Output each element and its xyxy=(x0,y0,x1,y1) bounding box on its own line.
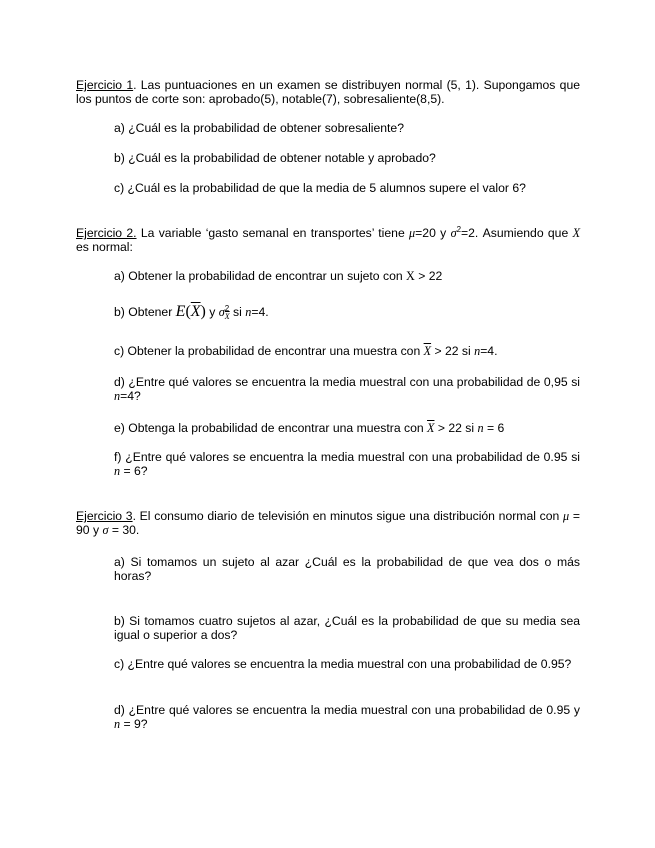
exercise-2-item-e xyxy=(114,421,580,435)
exercise-2-text-4: es normal: xyxy=(76,240,133,254)
exercise-2-item-b xyxy=(114,305,580,321)
item-e-text-2: > 22 si xyxy=(434,421,478,435)
exercise-1-statement xyxy=(76,78,580,106)
exercise-2-text-1: La variable ‘gasto semanal en transportes’ tiene xyxy=(136,226,410,240)
exercise-2-item-f xyxy=(114,450,580,478)
exercise-2-item-c xyxy=(114,344,580,358)
item-c-text-2: > 22 si xyxy=(431,344,475,358)
exercise-2-text-2: =20 y xyxy=(415,226,451,240)
x-bar-symbol: $\overline{X}$ xyxy=(427,421,435,435)
sigma-symbol: σ xyxy=(218,305,225,320)
item-d-text: d) ¿Entre qué valores se encuentra la media muestral con una probabilidad de 0.95 y xyxy=(114,703,580,717)
exercise-2-statement xyxy=(76,226,580,254)
x-variable: X xyxy=(406,269,415,283)
item-d-text-2: = 9? xyxy=(120,717,148,731)
exponent: 2 xyxy=(456,224,462,234)
sigma-subscript: X xyxy=(224,312,230,321)
exercise-3-text-1: . El consumo diario de televisión en minutos sigue una distribución normal con xyxy=(132,509,564,523)
sigma-symbol: σ xyxy=(450,226,457,240)
exercise-1-title: Ejercicio 1 xyxy=(76,78,134,92)
item-d-text: d) ¿Entre qué valores se encuentra la media muestral con una probabilidad de 0,95 si xyxy=(114,375,580,389)
sigma-exponent: 2 xyxy=(224,304,230,313)
exercise-3-title: Ejercicio 3 xyxy=(76,509,133,523)
exercise-3-statement xyxy=(76,509,580,537)
n-variable: n xyxy=(477,421,484,435)
exercise-1-text: . Las puntuaciones en un examen se distribuyen normal (5, 1). Supongamos que los puntos de corte son: aprobado(5), notable(7), sobresaliente(8,5). xyxy=(76,78,581,106)
conjunction: y xyxy=(205,305,219,320)
exercise-3-text-3: = 30. xyxy=(108,523,140,537)
exercise-2-title: Ejercicio 2. xyxy=(76,226,137,240)
exercise-2-item-a xyxy=(114,269,580,283)
mu-symbol: μ xyxy=(409,226,416,240)
exercise-3-item-a: a) Si tomamos un sujeto al azar ¿Cuál es la probabilidad de que vea dos o más horas? xyxy=(114,555,580,583)
expectation-symbol: E xyxy=(175,303,186,321)
sigma-symbol: σ xyxy=(102,523,109,537)
n-variable: n xyxy=(114,389,121,403)
item-b-text-2: si xyxy=(229,305,246,320)
exercise-3-item-b: b) Si tomamos cuatro sujetos al azar, ¿Cuál es la probabilidad de que su media sea igual o superior a dos? xyxy=(114,614,580,642)
item-a-condition: > 22 xyxy=(414,269,443,283)
exercise-3-item-c: c) ¿Entre qué valores se encuentra la media muestral con una probabilidad de 0.95? xyxy=(114,657,572,671)
exercise-1-item-c: c) ¿Cuál es la probabilidad de que la media de 5 alumnos supere el valor 6? xyxy=(114,181,526,195)
x-bar-symbol: $\overline{X}$ xyxy=(423,344,432,358)
exercise-1-item-b: b) ¿Cuál es la probabilidad de obtener notable y aprobado? xyxy=(114,151,436,165)
exercise-3-item-d xyxy=(114,703,580,731)
item-d-text-2: =4? xyxy=(120,389,141,403)
item-e-text-3: = 6 xyxy=(483,421,505,435)
mu-symbol: μ xyxy=(563,509,570,523)
item-c-text: c) Obtener la probabilidad de encontrar una muestra con xyxy=(114,344,424,358)
item-b-text-3: =4. xyxy=(251,305,269,320)
n-variable: n xyxy=(114,464,121,478)
item-b-text: b) Obtener xyxy=(114,305,176,320)
paren-close: ) xyxy=(200,303,206,321)
exercise-3-text-2: = 90 y xyxy=(76,509,580,537)
n-variable: n xyxy=(114,717,121,731)
paren-open: ( xyxy=(185,303,191,321)
x-bar-symbol: $\overline{X}$ xyxy=(190,303,201,321)
n-variable: n xyxy=(245,305,252,320)
exercise-1-item-a: a) ¿Cuál es la probabilidad de obtener sobresaliente? xyxy=(114,121,404,135)
item-c-text-3: =4. xyxy=(480,344,498,358)
n-variable: n xyxy=(474,344,481,358)
item-f-text: f) ¿Entre qué valores se encuentra la media muestral con una probabilidad de 0.95 si xyxy=(114,450,580,464)
item-a-text: a) Obtener la probabilidad de encontrar un sujeto con xyxy=(114,269,407,283)
item-e-text: e) Obtenga la probabilidad de encontrar una muestra con xyxy=(114,421,428,435)
x-variable: X xyxy=(572,226,581,240)
exercise-2-item-d xyxy=(114,375,580,403)
exercise-2-text-3: =2. Asumiendo que xyxy=(461,226,573,240)
item-f-text-2: = 6? xyxy=(120,464,148,478)
